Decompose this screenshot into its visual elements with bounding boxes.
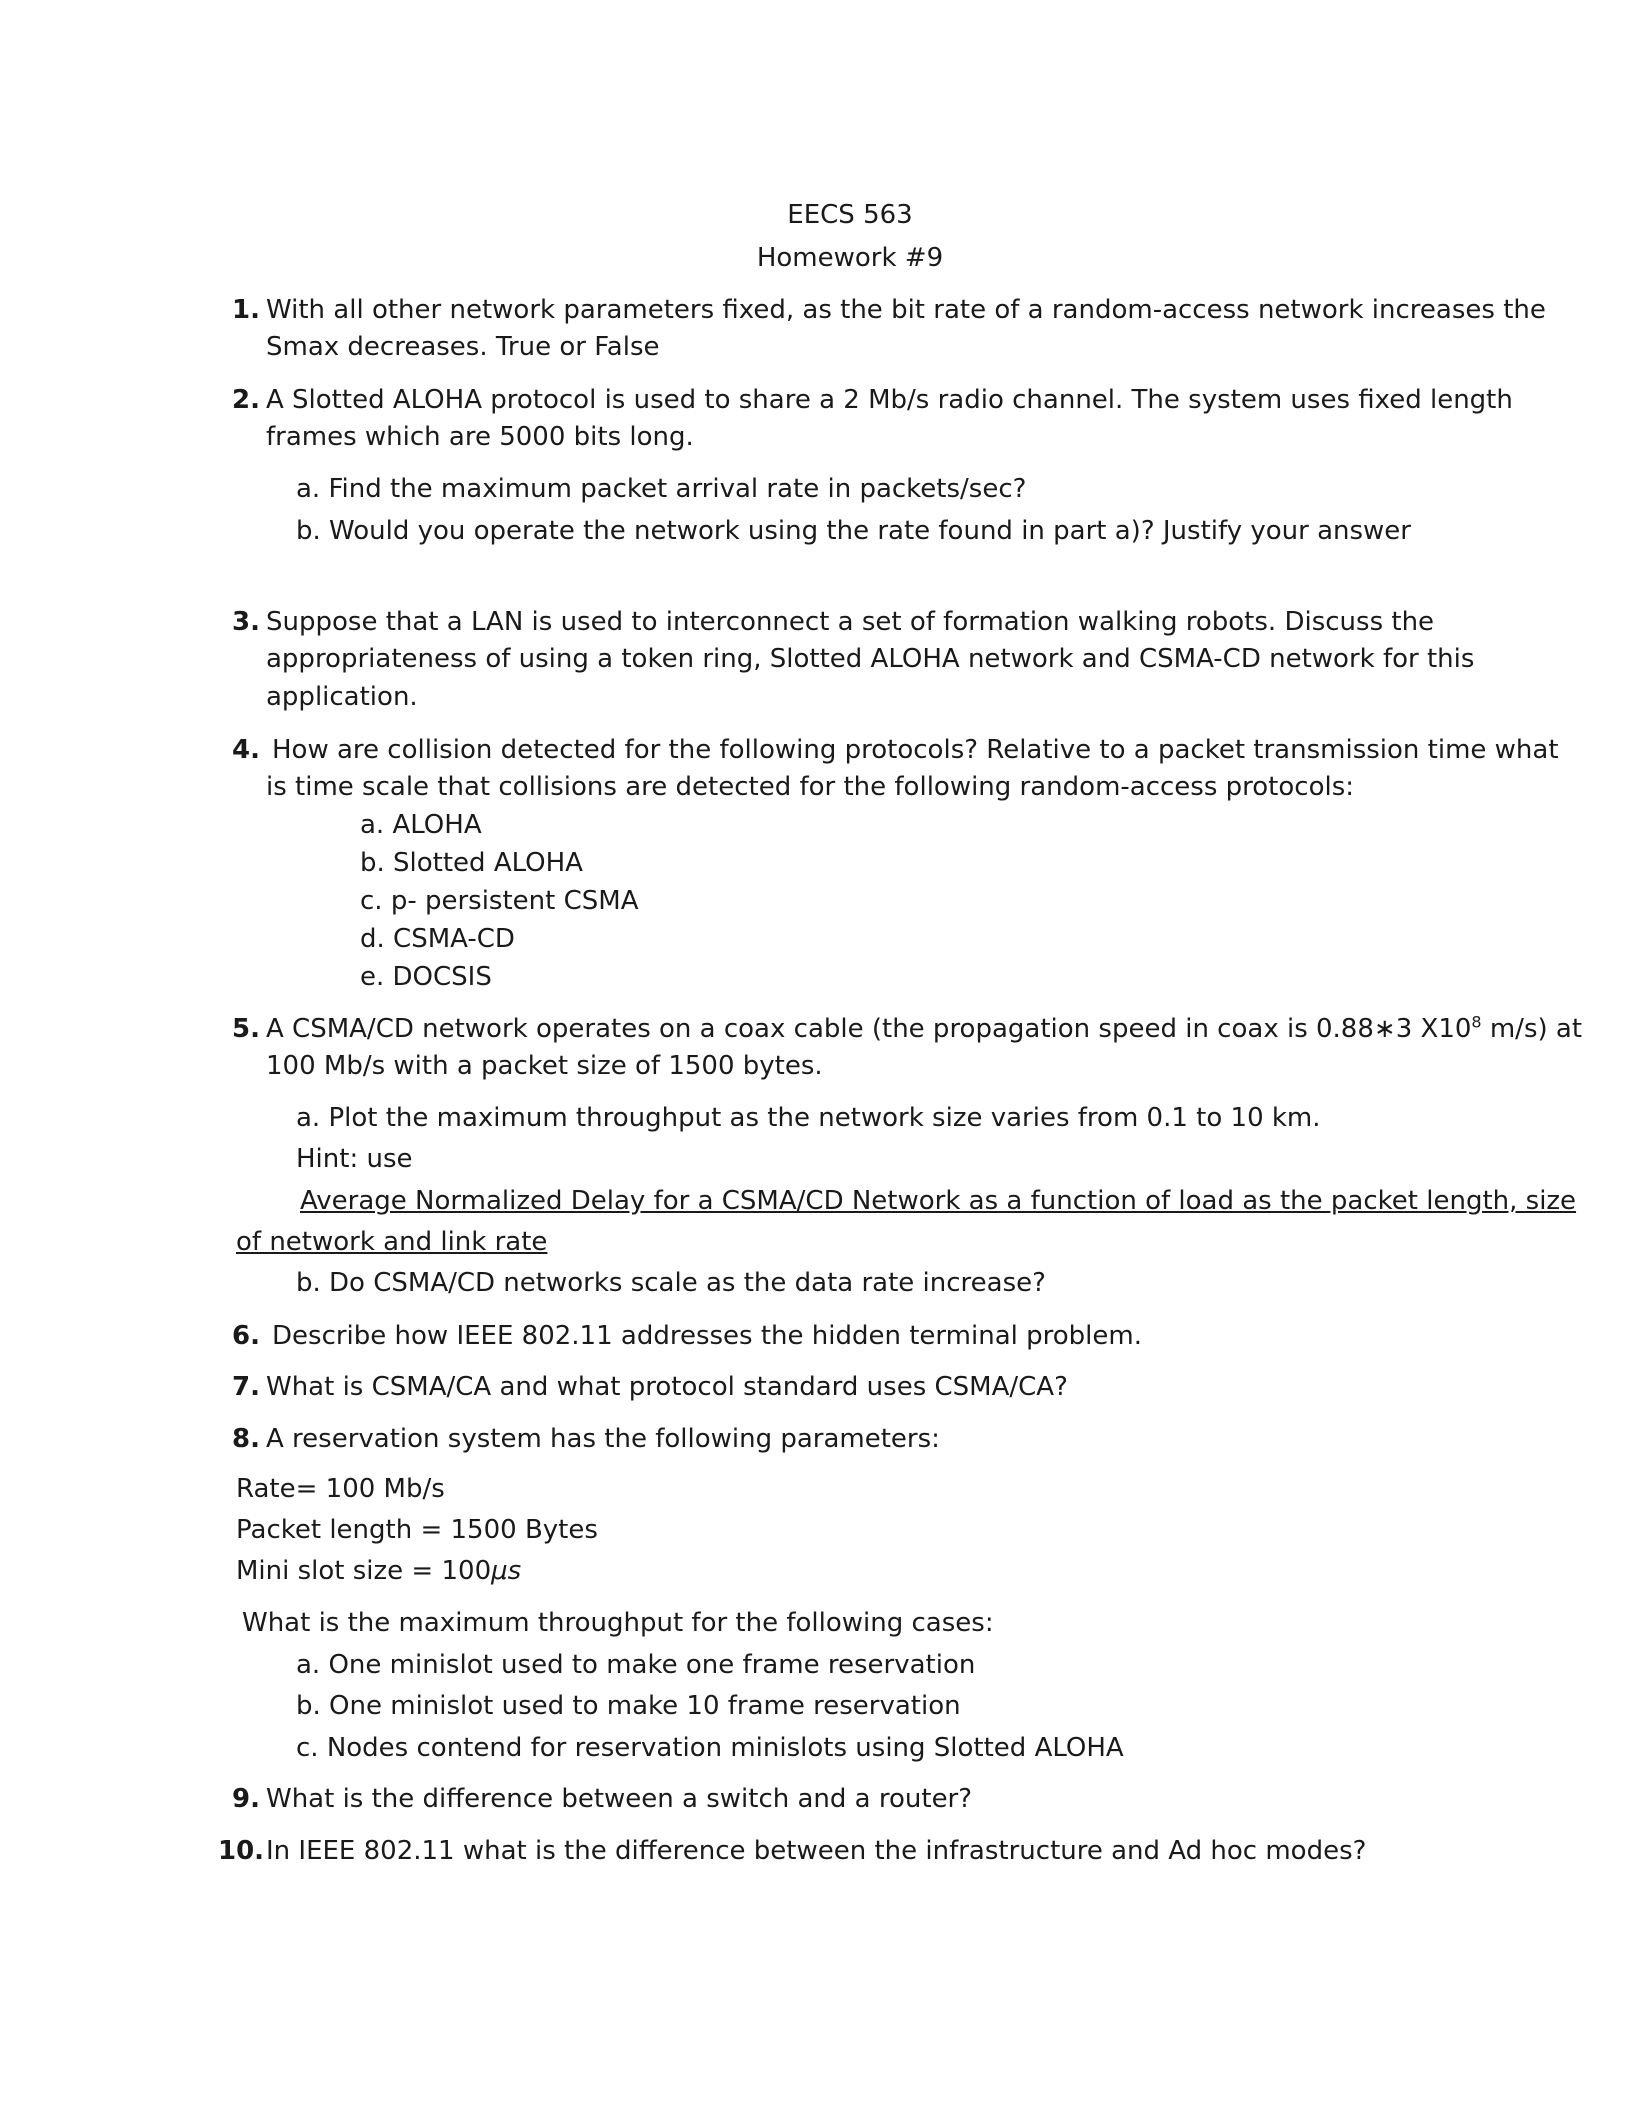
question-4-line-2: is time scale that collisions are detected for the following random-access protocols: — [266, 772, 1355, 802]
reference-link-line-2[interactable]: of network and link rate — [236, 1227, 548, 1257]
question-5-line-1-text: A CSMA/CD network operates on a coax cable (the propagation speed in coax is 0.88 — [266, 1014, 1374, 1044]
question-5-line-1-speed: 3 X10 — [1395, 1014, 1472, 1044]
question-8-text: A reservation system has the following parameters: — [266, 1424, 940, 1454]
question-8-part-c: c. Nodes contend for reservation minislots using Slotted ALOHA — [296, 1733, 1124, 1763]
question-5-number: 5. — [232, 1014, 260, 1044]
question-5-part-a: a. Plot the maximum throughput as the network size varies from 0.1 to 10 km. — [296, 1103, 1321, 1133]
multiply-star: ∗ — [1373, 1014, 1396, 1044]
question-9-text: What is the difference between a switch and a router? — [266, 1784, 973, 1814]
question-2-line-2: frames which are 5000 bits long. — [266, 422, 694, 452]
question-4-part-d: d. CSMA-CD — [360, 924, 515, 954]
question-7-number: 7. — [232, 1372, 260, 1402]
question-8-part-a: a. One minislot used to make one frame reservation — [296, 1650, 976, 1680]
course-title: EECS 563 — [787, 200, 913, 230]
question-2-part-a: a. Find the maximum packet arrival rate in packets/sec? — [296, 474, 1027, 504]
question-5-line-2: 100 Mb/s with a packet size of 1500 bytes. — [266, 1051, 823, 1081]
question-5-line-1-end: m/s) at — [1481, 1014, 1583, 1044]
assignment-title: Homework #9 — [756, 243, 944, 273]
question-4-line-1: How are collision detected for the following protocols? Relative to a packet transmission time what — [272, 735, 1559, 765]
question-8-part-b: b. One minislot used to make 10 frame reservation — [296, 1691, 961, 1721]
reference-link-line-1[interactable]: Average Normalized Delay for a CSMA/CD Network as a function of load as the packet length, size — [300, 1186, 1577, 1216]
question-6-number: 6. — [232, 1321, 260, 1351]
parameter-mini-slot-text: Mini slot size = 100 — [236, 1556, 492, 1586]
question-5-line-1 — [266, 1014, 1582, 1044]
question-3-number: 3. — [232, 607, 260, 637]
question-4-number: 4. — [232, 735, 260, 765]
question-6-text: Describe how IEEE 802.11 addresses the hidden terminal problem. — [272, 1321, 1142, 1351]
question-1-line-1: With all other network parameters fixed, as the bit rate of a random-access network increases the — [266, 295, 1546, 325]
question-3-line-3: application. — [266, 682, 418, 712]
question-2-part-b: b. Would you operate the network using the rate found in part a)? Justify your answer — [296, 516, 1411, 546]
question-8-prompt: What is the maximum throughput for the following cases: — [242, 1608, 994, 1638]
question-5-hint: Hint: use — [296, 1144, 413, 1174]
question-3-line-1: Suppose that a LAN is used to interconnect a set of formation walking robots. Discuss the — [266, 607, 1435, 637]
parameter-mini-slot-unit: μs — [491, 1556, 522, 1586]
question-8-number: 8. — [232, 1424, 260, 1454]
exponent: 8 — [1471, 1012, 1482, 1032]
question-4-part-b: b. Slotted ALOHA — [360, 848, 583, 878]
parameter-rate: Rate= 100 Mb/s — [236, 1474, 445, 1504]
question-10-number: 10. — [218, 1836, 265, 1866]
question-4-part-c: c. p- persistent CSMA — [360, 886, 639, 916]
question-2-line-1: A Slotted ALOHA protocol is used to share a 2 Mb/s radio channel. The system uses fixed length — [266, 385, 1513, 415]
question-5-part-b: b. Do CSMA/CD networks scale as the data rate increase? — [296, 1268, 1046, 1298]
question-4-part-a: a. ALOHA — [360, 810, 482, 840]
parameter-mini-slot — [236, 1556, 521, 1586]
question-2-number: 2. — [232, 385, 260, 415]
question-4-part-e: e. DOCSIS — [360, 962, 492, 992]
question-7-text: What is CSMA/CA and what protocol standard uses CSMA/CA? — [266, 1372, 1068, 1402]
parameter-packet-length: Packet length = 1500 Bytes — [236, 1515, 598, 1545]
question-10-text: In IEEE 802.11 what is the difference between the infrastructure and Ad hoc modes? — [266, 1836, 1367, 1866]
question-9-number: 9. — [232, 1784, 260, 1814]
question-3-line-2: appropriateness of using a token ring, Slotted ALOHA network and CSMA-CD network for this — [266, 644, 1475, 674]
question-1-line-2: Smax decreases. True or False — [266, 332, 660, 362]
question-1-number: 1. — [232, 295, 260, 325]
